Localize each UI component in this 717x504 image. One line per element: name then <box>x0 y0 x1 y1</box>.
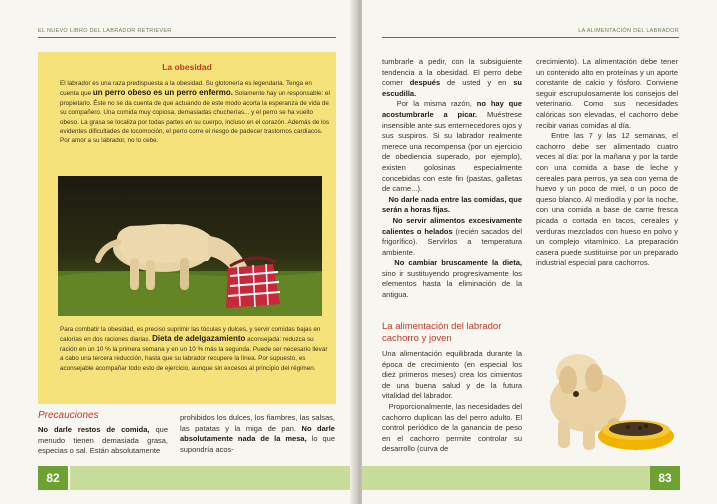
obesity-box-diet: Para combatir la obesidad, es preciso suprimir las tóculas y dulces, y servir comidas bajas en calorías en dos raciones diarias. Dieta de adelgazamiento aconsejada: reduzca su ración en un 10 % la primera semana y en un 10 % más la segunda. Puede ser necesario llevar a cabo una tercera reducción, hasta que su labrador recupere la línea. Por supuesto, es aconsejable acompañar todo esto de ejercicio, aunque sin excesos al principio del régimen. <box>60 326 328 372</box>
page-number-right: 83 <box>650 466 680 490</box>
right-running-head: LA ALIMENTACIÓN DEL LABRADOR <box>578 28 679 34</box>
left-page <box>0 0 355 504</box>
right-footer-band <box>362 466 650 490</box>
left-column-2: prohibidos los dulces, los fiambres, las salsas, las patatas y la miga de pan. No darle absolutamente nada de la mesa, lo que supondría acos- <box>180 413 335 454</box>
left-column-1: No darle restos de comida, que menudo tienen demasiada grasa, especias o sal. Están absolutamente <box>38 425 168 456</box>
right-column-2: crecimiento). La alimentación debe tener un contenido alto en proteínas y un aporte constante de calcio y fósforo. Conviene seguir escrupulosamente los consejos del veterinario. Como sus necesidades calóricas son elevadas, el cachorro debe recibir varias comidas al día. Entre las 7 y las 12 semanas, el cachorro debe ser alimentado cuatro veces al día: por la mañana y por la tarde con una comida a base de leche y cereales para perros, ya sea con yema de huevo y un poco de miel, o un poco de queso blanco. Al mediodía y por la noche, con una comida a base de carne fresca picada o cortada en tacos, cereales y verduras mezclados con hueso en polvo y un complejo vitamínico. La preparación casera puede sustituirse por un preparado industrial especial para cachorros. <box>536 57 678 268</box>
obesity-box <box>38 52 336 404</box>
puppy-bowl-photo <box>528 332 676 467</box>
right-column-1b: Una alimentación equilibrada durante la época de crecimiento (en especial los diez primeros meses) crea los cimientos de una buena salud y de la futura vitalidad del labrador. Proporcionalmente, las necesidades del cachorro duplican las del perro adulto. El control periódico de la ganancia de peso en el cachorro permite controlar su desarrollo (curva de <box>382 349 522 454</box>
diet-highlight: Dieta de adelgazamiento <box>152 334 246 344</box>
precautions-heading: Precauciones <box>38 410 99 421</box>
obesity-box-intro: El labrador es una raza predispuesta a la obesidad. Su glotonería es legendaria. Tenga en cuenta que un perro obeso es un perro enfermo. Solamente hay un responsable: el propietario. Éste no se da cuenta de que actuando de este modo acorta la esperanza de vida de su compañero. Una comida muy copiosa, demasiadas chucherías... y el perro se ha vuelto obeso. La grasa se localiza por todas partes en su cuerpo, incluso en el corazón. Además de los evidentes dificultades de locomoción, el perro corre el riesgo de padecer trastornos cardiacos. Por amor a su labrador, no lo cebe. <box>60 80 330 145</box>
left-running-head: EL NUEVO LIBRO DEL LABRADOR RETRIEVER <box>38 28 172 34</box>
right-column-1: tumbrarle a pedir, con la subsiguiente tendencia a la obesidad. El perro debe comer después de usted y en su escudilla. Por la misma razón, no hay que acostumbrarle a picar. Muéstrese insensible ante sus enternecedores ojos y sus suspiros. Si su labrador realmente merece una recompensa (por un ejercicio de obediencia superado, por ejemplo), existen golosinas especialmente concebidas con este fin (pastas, galletas de carne...). No darle nada entre las comidas, que serán a horas fijas. No servir alimentos excesivamente calientes o helados (recién sacados del frigorífico). Servírlos a temperatura ambiente. No cambiar bruscamente la dieta, sino ir sustituyendo progresivamente los elementos hasta la eliminación de la antigua. <box>382 57 522 300</box>
left-footer-band <box>70 466 355 490</box>
left-header-rule <box>38 37 336 38</box>
right-header-rule <box>382 37 679 38</box>
obesity-highlight: un perro obeso es un perro enfermo. <box>92 88 233 98</box>
dog-eating-photo <box>58 176 322 316</box>
page-number-left: 82 <box>38 466 68 490</box>
obesity-box-title: La obesidad <box>162 62 212 72</box>
puppy-feeding-heading: La alimentación del labrador cachorro y joven <box>382 321 502 344</box>
